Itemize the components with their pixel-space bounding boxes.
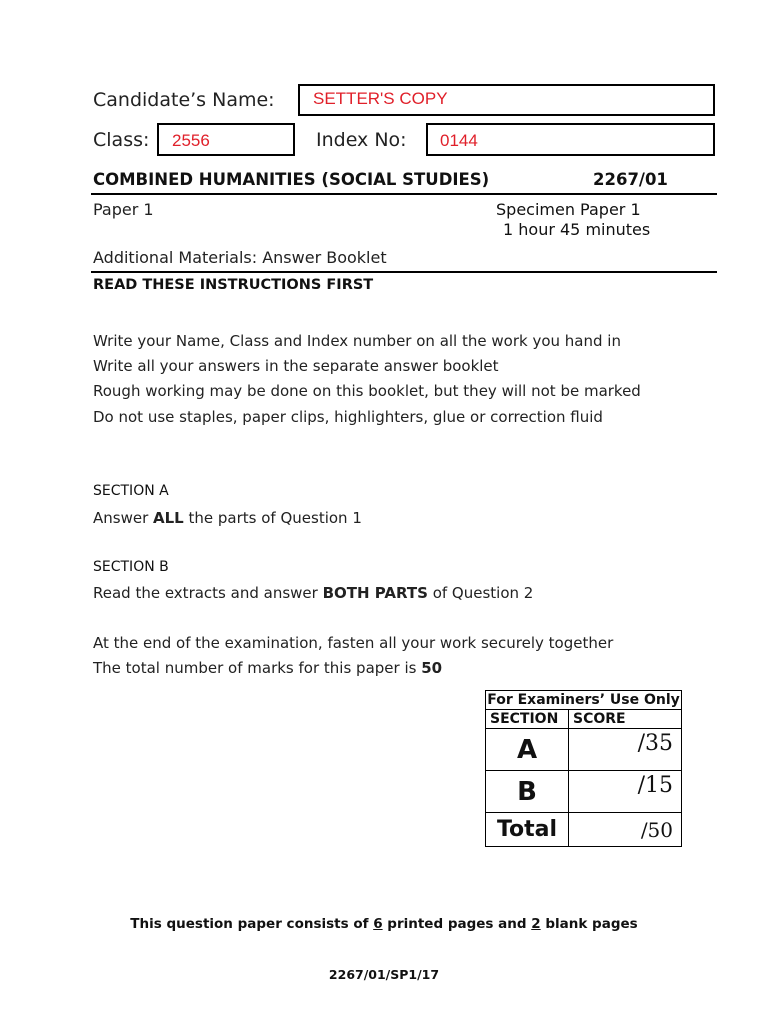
section-cell: Total <box>486 813 569 847</box>
table-row <box>486 813 682 847</box>
examiners-table <box>485 690 682 847</box>
page-count-note: This question paper consists of 6 printed pages and 2 blank pages <box>130 916 638 932</box>
paper-number: Paper 1 <box>93 200 154 219</box>
instruction-line: Rough working may be done on this booklet, but they will not be marked <box>93 382 641 400</box>
score-cell: /15 <box>569 771 682 813</box>
blank-pages-count: 2 <box>531 916 541 932</box>
index-value: 0144 <box>440 131 478 150</box>
printed-pages-count: 6 <box>373 916 383 932</box>
footer-code: 2267/01/SP1/17 <box>328 967 440 982</box>
section-b-instruction: Read the extracts and answer BOTH PARTS of Question 2 <box>93 584 534 602</box>
section-cell: B <box>486 771 569 813</box>
instruction-line: Write all your answers in the separate answer booklet <box>93 357 499 375</box>
divider-top <box>91 193 717 195</box>
section-a-emphasis: ALL <box>153 509 184 527</box>
section-column-header: SECTION <box>486 710 569 729</box>
table-row <box>486 729 682 771</box>
examiners-table-title: For Examiners’ Use Only <box>487 692 680 708</box>
section-a-instruction: Answer ALL the parts of Question 1 <box>93 509 362 527</box>
paper-type: Specimen Paper 1 <box>496 200 641 219</box>
instruction-line: Do not use staples, paper clips, highlighters, glue or correction fluid <box>93 408 603 426</box>
section-cell: A <box>486 729 569 771</box>
instructions-heading: READ THESE INSTRUCTIONS FIRST <box>93 277 374 293</box>
candidate-name-value: SETTER'S COPY <box>313 89 448 108</box>
score-column-header: SCORE <box>569 710 682 729</box>
total-marks-line: The total number of marks for this paper is 50 <box>93 659 443 677</box>
score-cell: /50 <box>569 813 682 847</box>
subject-title: COMBINED HUMANITIES (SOCIAL STUDIES) <box>93 170 490 189</box>
table-row <box>486 771 682 813</box>
class-label: Class: <box>93 129 150 151</box>
additional-materials: Additional Materials: Answer Booklet <box>93 248 387 267</box>
instruction-line: Write your Name, Class and Index number on all the work you hand in <box>93 332 621 350</box>
total-marks-value: 50 <box>421 659 443 677</box>
class-field[interactable] <box>157 123 295 156</box>
score-cell: /35 <box>569 729 682 771</box>
candidate-name-label: Candidate’s Name: <box>93 89 275 111</box>
section-b-emphasis: BOTH PARTS <box>322 584 428 602</box>
paper-duration: 1 hour 45 minutes <box>503 220 651 239</box>
class-value: 2556 <box>172 131 210 150</box>
section-b-title: SECTION B <box>93 559 169 575</box>
divider-instructions <box>91 271 717 273</box>
candidate-name-field[interactable] <box>298 84 715 116</box>
paper-code: 2267/01 <box>593 170 668 189</box>
index-label: Index No: <box>316 129 407 151</box>
section-a-title: SECTION A <box>93 483 169 499</box>
index-field[interactable] <box>426 123 715 156</box>
end-instruction: At the end of the examination, fasten all your work securely together <box>93 634 614 652</box>
